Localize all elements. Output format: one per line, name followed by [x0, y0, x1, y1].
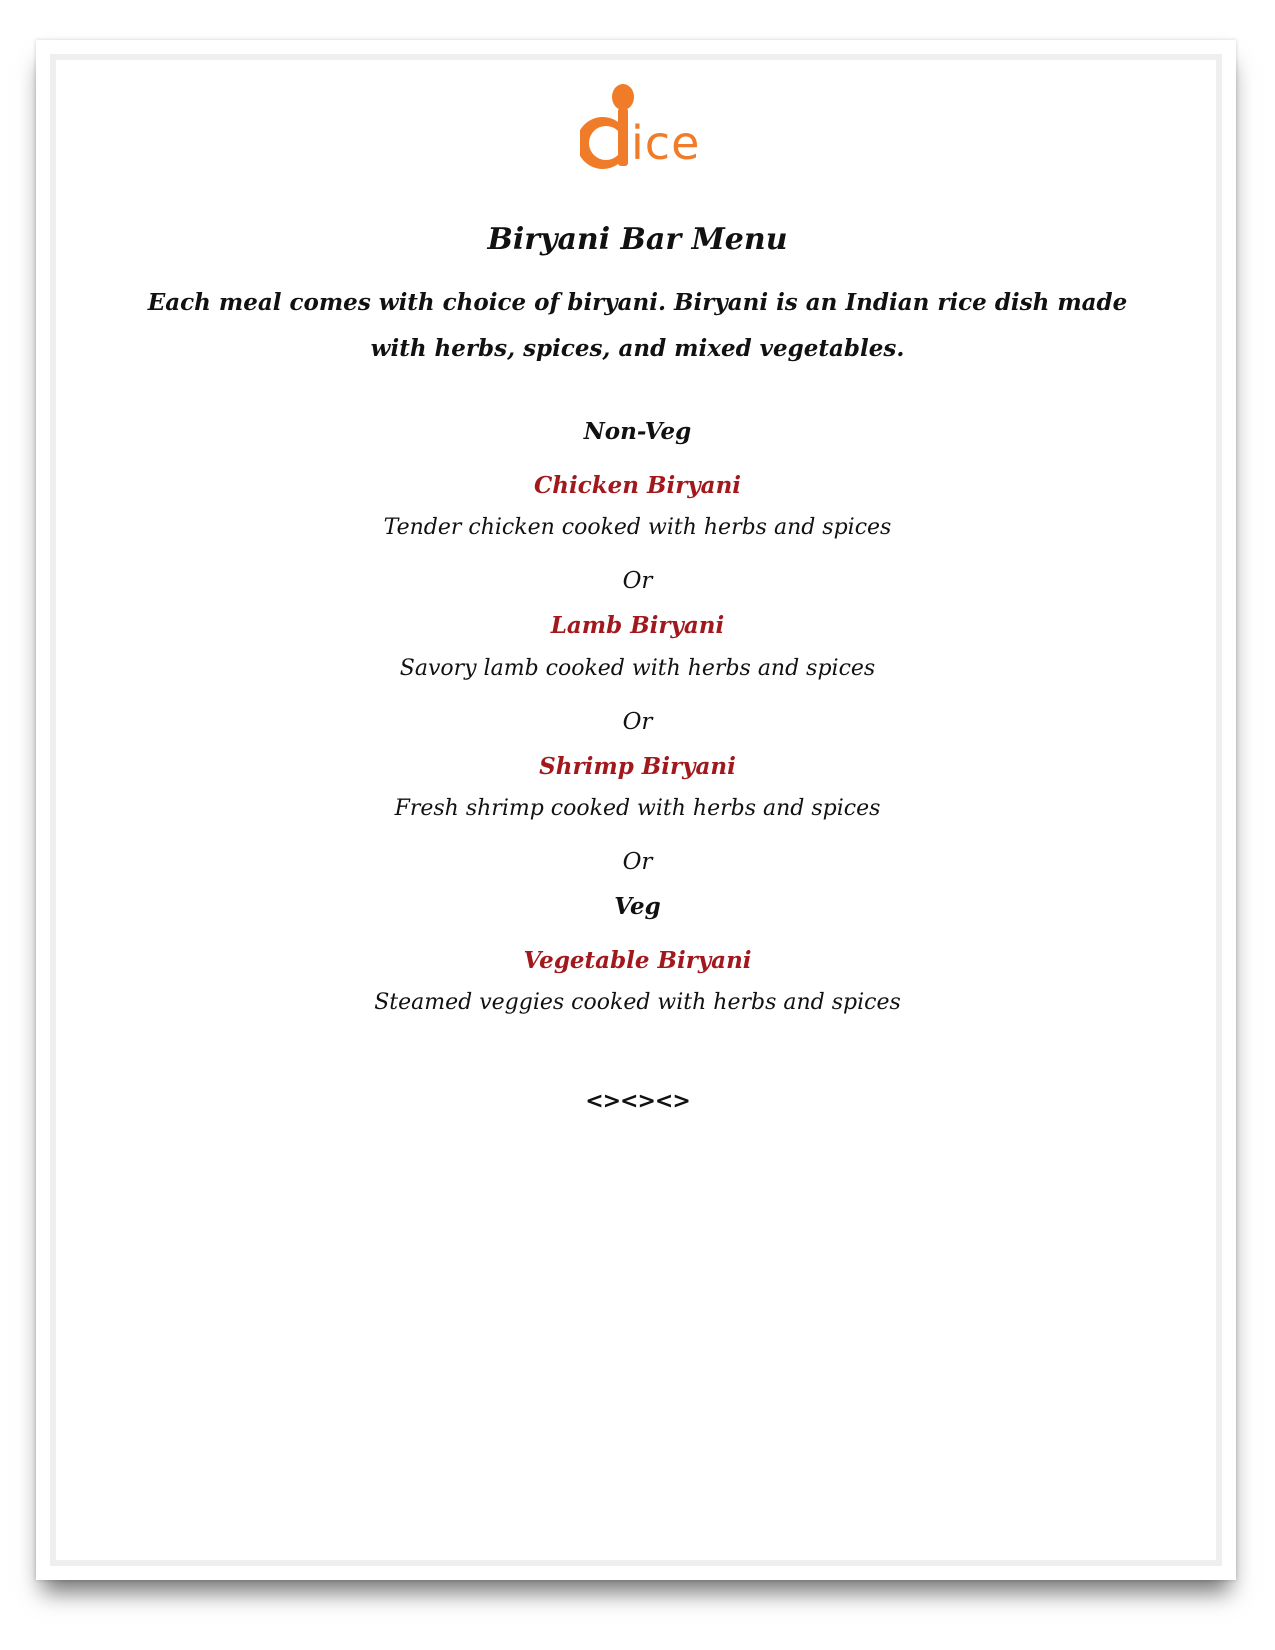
- or-separator: Or: [622, 849, 653, 875]
- dice-logo: [580, 84, 716, 180]
- item-name-lamb-biryani: Lamb Biryani: [550, 612, 725, 639]
- item-description-lamb-biryani: Savory lamb cooked with herbs and spices: [399, 656, 876, 681]
- logo-text: ice: [631, 116, 701, 170]
- page-title: Biryani Bar Menu: [487, 222, 788, 257]
- section-label-non-veg: Non-Veg: [583, 418, 692, 445]
- item-name-chicken-biryani: Chicken Biryani: [533, 472, 742, 499]
- item-description-chicken-biryani: Tender chicken cooked with herbs and spices: [383, 515, 892, 540]
- divider-ornament: <><><>: [585, 1089, 690, 1114]
- or-separator: Or: [622, 568, 653, 594]
- item-name-shrimp-biryani: Shrimp Biryani: [539, 753, 736, 780]
- item-name-vegetable-biryani: Vegetable Biryani: [523, 947, 752, 974]
- or-separator: Or: [622, 709, 653, 735]
- item-description-vegetable-biryani: Steamed veggies cooked with herbs and spices: [374, 990, 901, 1015]
- section-label-veg: Veg: [614, 893, 661, 920]
- menu-intro: Each meal comes with choice of biryani. Biryani is an Indian rice dish made with herbs, spices, and mixed vegetables.: [147, 289, 1128, 362]
- item-description-shrimp-biryani: Fresh shrimp cooked with herbs and spices: [394, 796, 881, 821]
